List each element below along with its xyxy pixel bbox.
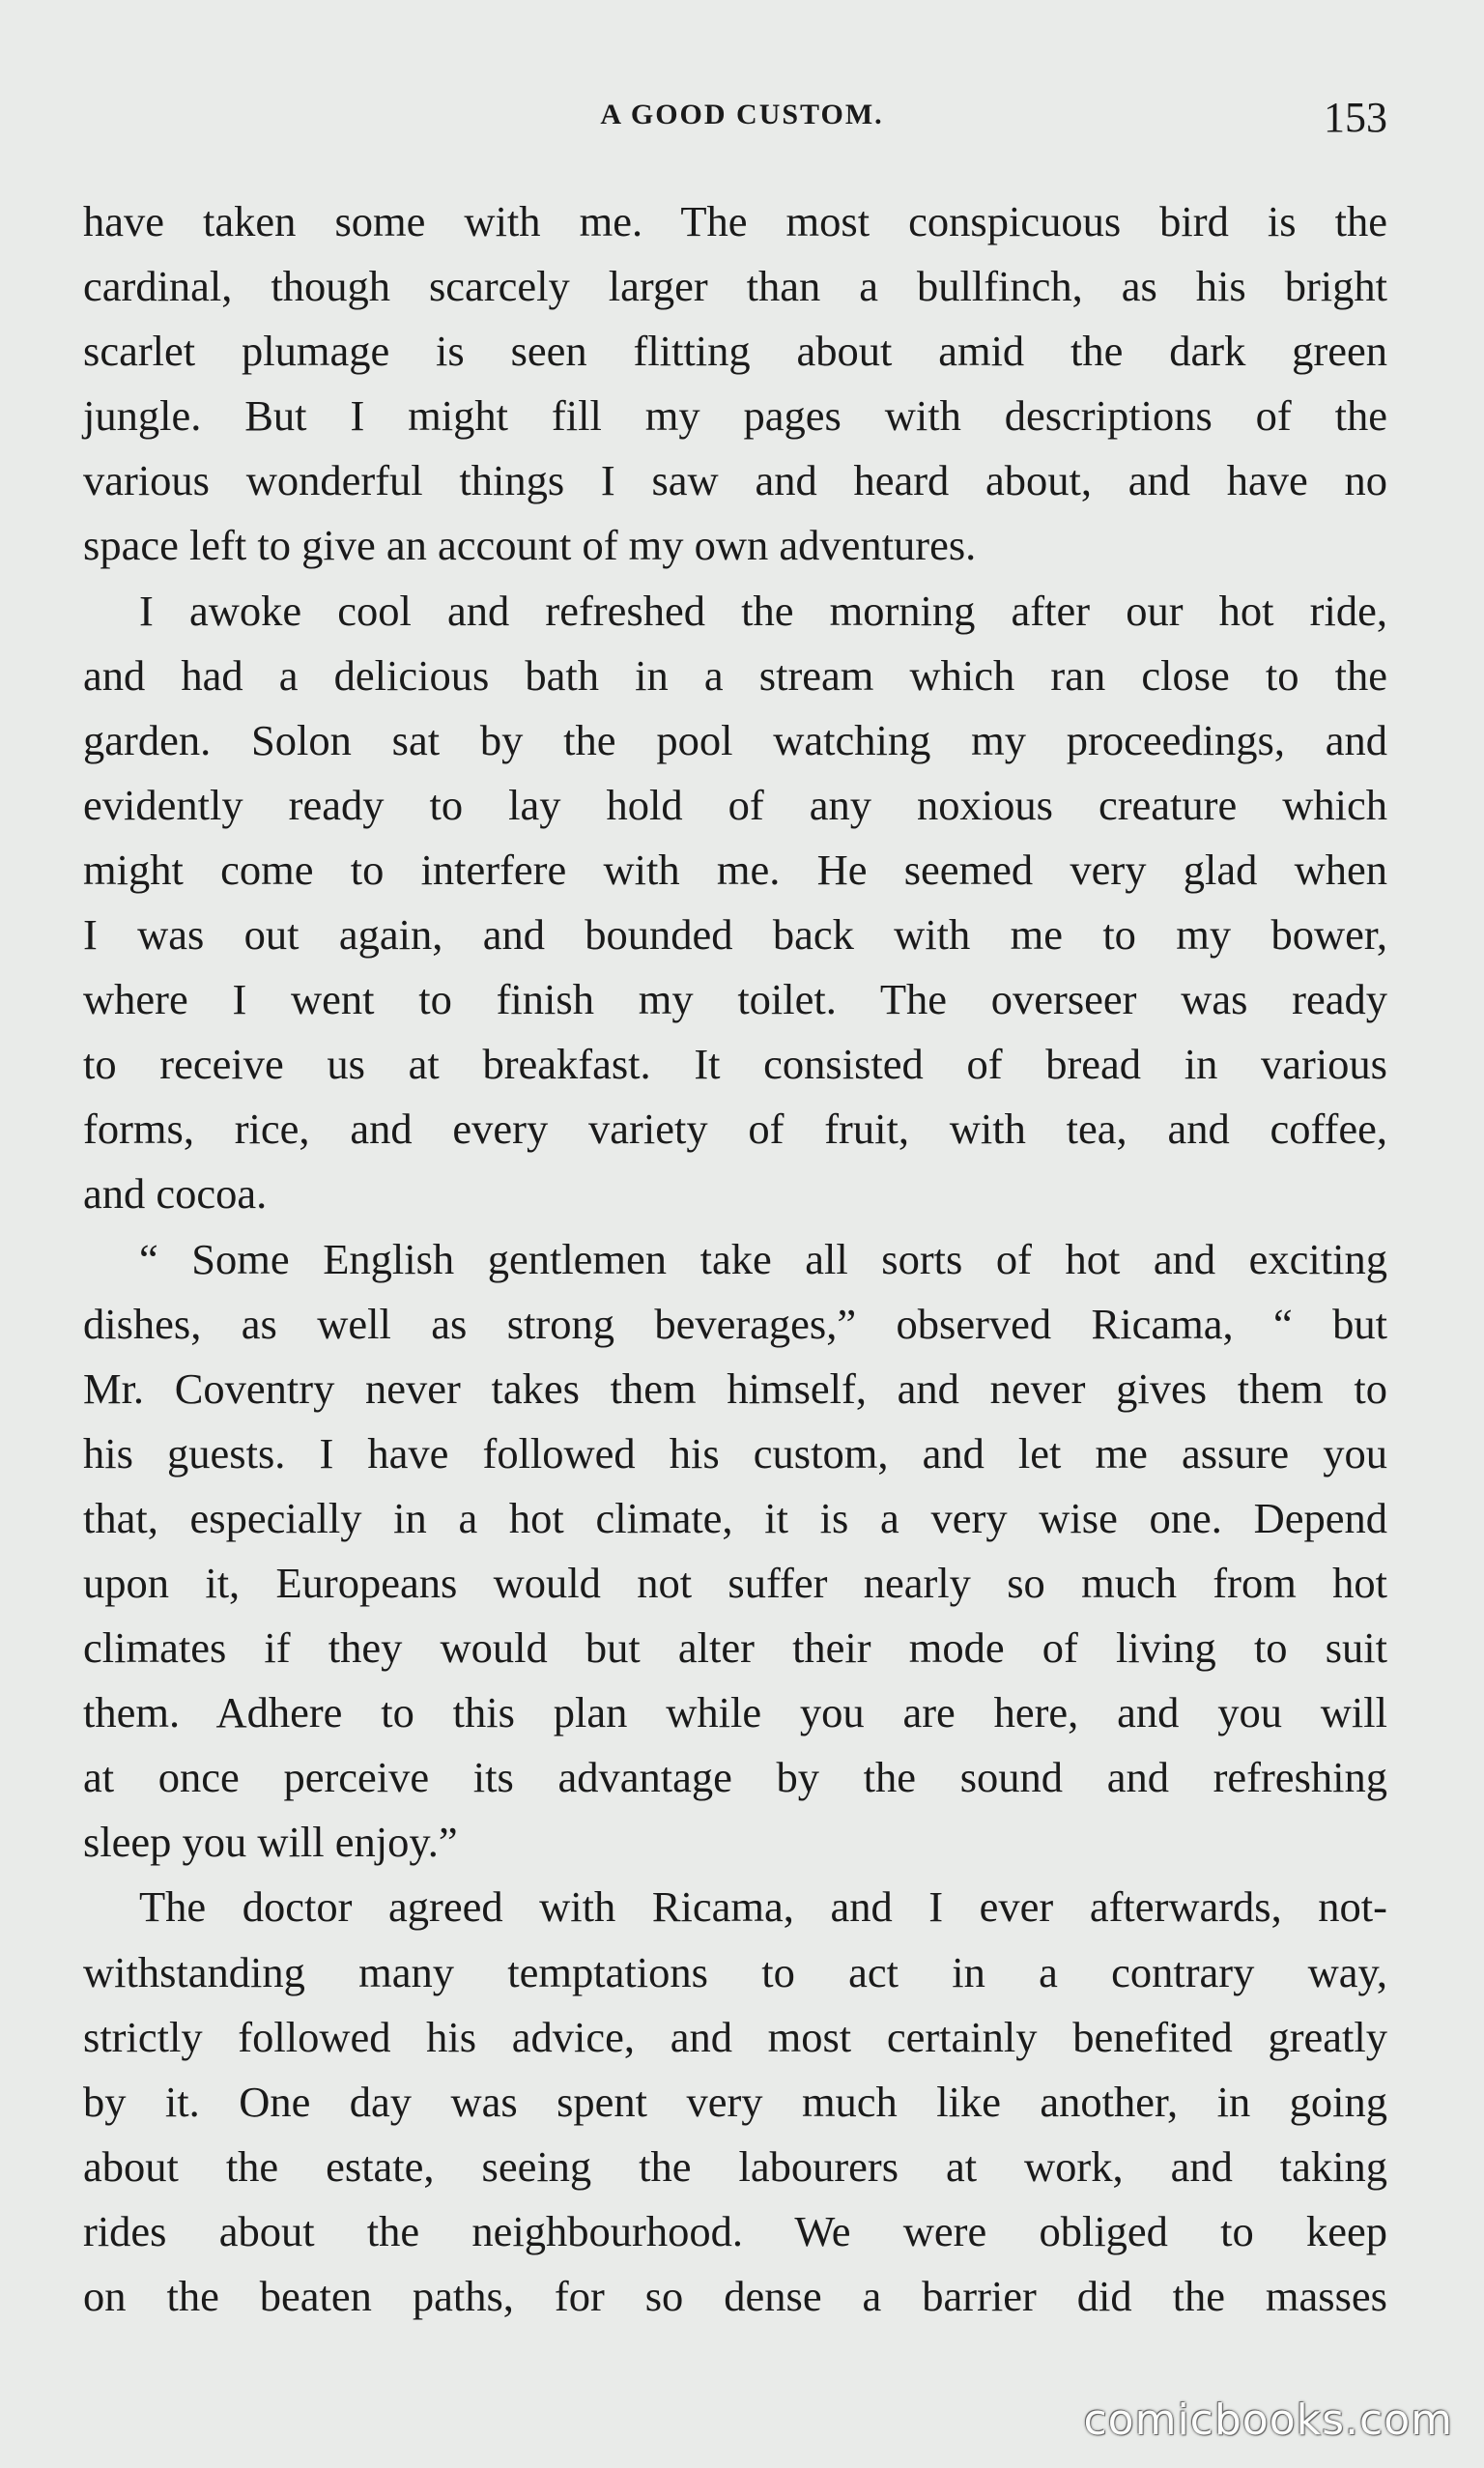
text-line: on the beaten paths, for so dense a barrier did the masses <box>83 2272 1387 2320</box>
text-line: rides about the neighbourhood. We were obliged to keep <box>83 2206 1387 2255</box>
running-head <box>0 93 1484 151</box>
text-line: dishes, as well as strong beverages,” observed Ricama, “ but <box>83 1299 1387 1348</box>
text-line: upon it, Europeans would not suffer nearly so much from hot <box>83 1558 1387 1607</box>
text-line: and had a delicious bath in a stream which ran close to the <box>83 650 1387 700</box>
text-line: scarlet plumage is seen flitting about amid the dark green <box>83 327 1387 376</box>
watermark: comicbooks.com <box>1083 2396 1453 2445</box>
page-number: 153 <box>1324 94 1387 141</box>
text-line: have taken some with me. The most conspicuous bird is the <box>83 197 1387 245</box>
text-line: them. Adhere to this plan while you are here, and you will <box>83 1688 1387 1737</box>
text-line: climates if they would but alter their mode of living to suit <box>83 1623 1387 1673</box>
text-line: garden. Solon sat by the pool watching my proceedings, and <box>83 715 1387 764</box>
text-line: cardinal, though scarcely larger than a bullfinch, as his bright <box>83 262 1387 311</box>
text-line: various wonderful things I saw and heard about, and have no <box>83 456 1387 505</box>
text-line: space left to give an account of my own adventures. <box>83 521 977 570</box>
text-line: withstanding many temptations to act in a contrary way, <box>83 1947 1387 1996</box>
text-line: Mr. Coventry never takes them himself, and never gives them to <box>83 1363 1387 1413</box>
text-line: to receive us at breakfast. It consisted of bread in various <box>83 1040 1387 1089</box>
text-line: evidently ready to lay hold of any noxious creature which <box>83 780 1387 829</box>
text-line: forms, rice, and every variety of fruit, with tea, and coffee, <box>83 1105 1387 1154</box>
text-line: by it. One day was spent very much like another, in going <box>83 2077 1387 2126</box>
running-title: A GOOD CUSTOM. <box>600 99 884 130</box>
text-line: his guests. I have followed his custom, and let me assure you <box>83 1428 1387 1478</box>
text-line: strictly followed his advice, and most certainly benefited greatly <box>83 2012 1387 2061</box>
text-line: might come to interfere with me. He seemed very glad when <box>83 845 1387 894</box>
text-line: that, especially in a hot climate, it is a very wise one. Depend <box>83 1493 1387 1542</box>
text-line: jungle. But I might fill my pages with descriptions of the <box>83 391 1387 441</box>
text-line: I was out again, and bounded back with me to my bower, <box>83 910 1387 960</box>
text-line: at once perceive its advantage by the sound and refreshing <box>83 1753 1387 1802</box>
text-line: about the estate, seeing the labourers at work, and taking <box>83 2141 1387 2191</box>
text-line: The doctor agreed with Ricama, and I ever afterwards, not- <box>139 1882 1387 1932</box>
text-line: sleep you will enjoy.” <box>83 1818 458 1867</box>
body-text <box>83 189 1387 2329</box>
text-line: and cocoa. <box>83 1169 268 1219</box>
text-line: where I went to finish my toilet. The overseer was ready <box>83 975 1387 1024</box>
text-line: I awoke cool and refreshed the morning after our hot ride, <box>139 586 1387 635</box>
text-line: “ Some English gentlemen take all sorts of hot and exciting <box>139 1234 1387 1283</box>
